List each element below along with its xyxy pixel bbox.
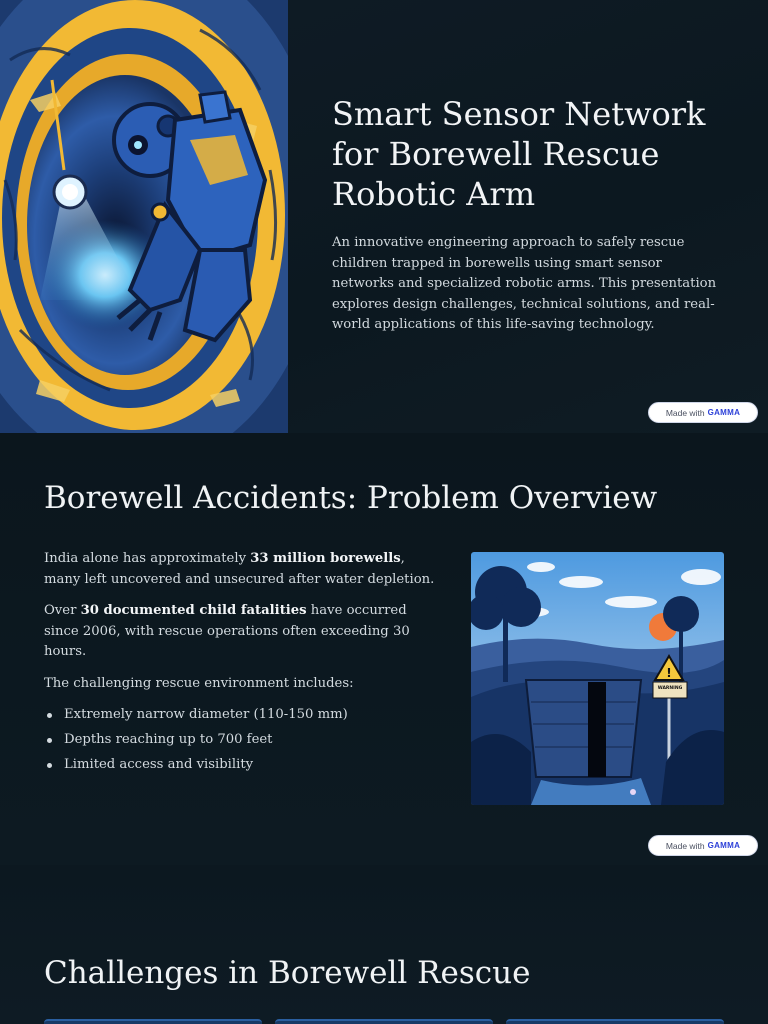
challenge-bullet-list (44, 705, 439, 776)
text-fragment: India alone has approximately (44, 551, 251, 566)
gamma-logo: GAMMA (707, 408, 741, 417)
section-title-problem: Borewell Accidents: Problem Overview (44, 480, 658, 516)
warning-sign-text: WARNING (657, 686, 683, 691)
challenges-slide (0, 865, 768, 1024)
paragraph-borewell-count (44, 549, 439, 590)
made-with-gamma-badge[interactable] (648, 402, 758, 423)
gamma-logo: GAMMA (707, 841, 741, 850)
problem-overview-slide (0, 433, 768, 865)
text-fragment: , many left uncovered and unsecured after water depletion. (44, 551, 435, 587)
challenge-card (44, 1019, 262, 1024)
highlight-fatalities: 30 documented child fatalities (80, 603, 307, 618)
section-title-challenges: Challenges in Borewell Rescue (44, 955, 531, 991)
problem-body (44, 549, 439, 780)
hero-description: An innovative engineering approach to safely rescue children trapped in borewells using smart sensor networks and specialized robotic arms. This presentation explores design challenges, technical solutions, and real-world applications of this life-saving technology. (332, 235, 717, 332)
badge-prefix: Made with (665, 840, 705, 851)
paragraph-environment-intro: The challenging rescue environment includes: (44, 675, 354, 691)
paragraph-fatalities (44, 601, 439, 663)
made-with-gamma-badge[interactable] (648, 835, 758, 856)
text-fragment: have occurred since 2006, with rescue operations often exceeding 30 hours. (44, 603, 410, 659)
robot-in-borewell-illustration (0, 0, 288, 433)
list-item: Depths reaching up to 700 feet (44, 730, 439, 751)
text-fragment: Over (44, 603, 81, 618)
badge-prefix: Made with (665, 407, 705, 418)
hero-title: Smart Sensor Network for Borewell Rescue Robotic Arm (332, 95, 706, 213)
challenge-card (506, 1019, 724, 1024)
list-item: Extremely narrow diameter (110-150 mm) (44, 705, 439, 726)
hero-slide (0, 0, 768, 433)
highlight-borewell-count: 33 million borewells (250, 551, 401, 566)
open-borewell-landscape-illustration (471, 552, 724, 805)
challenge-card (275, 1019, 493, 1024)
list-item: Limited access and visibility (44, 755, 439, 776)
svg-text:!: ! (666, 666, 672, 680)
